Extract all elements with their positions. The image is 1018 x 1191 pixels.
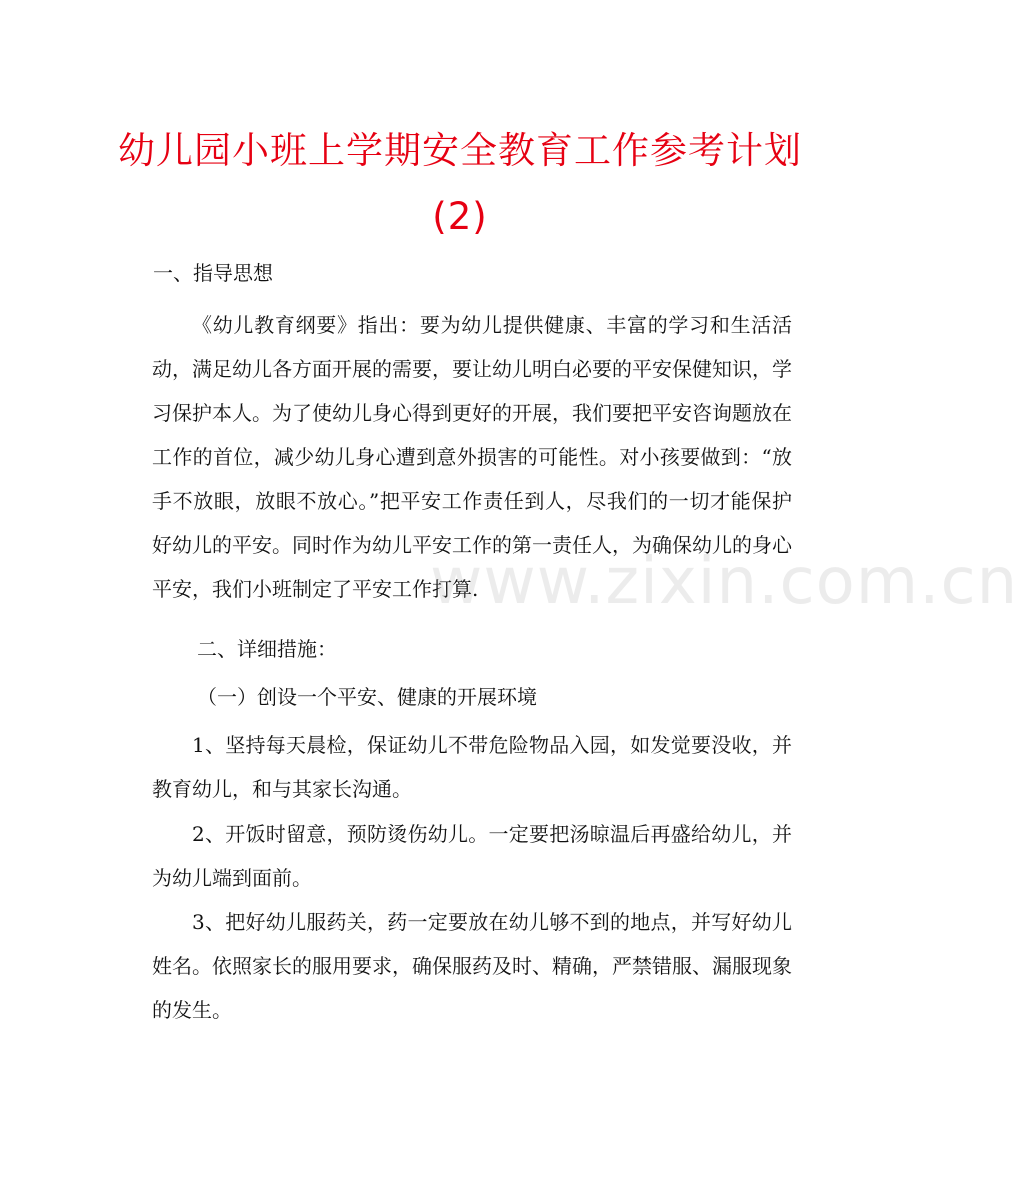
list-item-2: 2、开饭时留意，预防烫伤幼儿。一定要把汤晾温后再盛给幼儿，并为幼儿端到面前。 [152, 822, 792, 890]
paragraph-guiding-thought: 《幼儿教育纲要》指出：要为幼儿提供健康、丰富的学习和生活活动，满足幼儿各方面开展的需要，要让幼儿明白必要的平安保健知识，学习保护本人。为了使幼儿身心得到更好的开展，我们要把平安咨询题放在工作的首位，减少幼儿身心遭到意外损害的可能性。对小孩要做到：“放手不放眼，放眼不放心。”把平安工作责任到人，尽我们的一切才能保护好幼儿的平安。同时作为幼儿平安工作的第一责任人，为确保幼儿的身心平安，我们小班制定了平安工作打算. [152, 313, 792, 601]
subsection1-heading: （一）创设一个平安、健康的开展环境 [197, 685, 537, 709]
section1-heading: 一、指导思想 [153, 261, 273, 285]
document-title-line1: 幼儿园小班上学期安全教育工作参考计划 [118, 129, 802, 172]
section2-heading: 二、详细措施： [197, 637, 337, 661]
list-item-1: 1、坚持每天晨检，保证幼儿不带危险物品入园，如发觉要没收，并教育幼儿，和与其家长沟通。 [152, 733, 792, 801]
document-title-line2: (2) [432, 195, 488, 238]
list-item-3: 3、把好幼儿服药关，药一定要放在幼儿够不到的地点，并写好幼儿姓名。依照家长的服用要求，确保服药及时、精确，严禁错服、漏服现象的发生。 [152, 910, 792, 1022]
watermark: www.zixin.com.cn [430, 545, 1018, 619]
